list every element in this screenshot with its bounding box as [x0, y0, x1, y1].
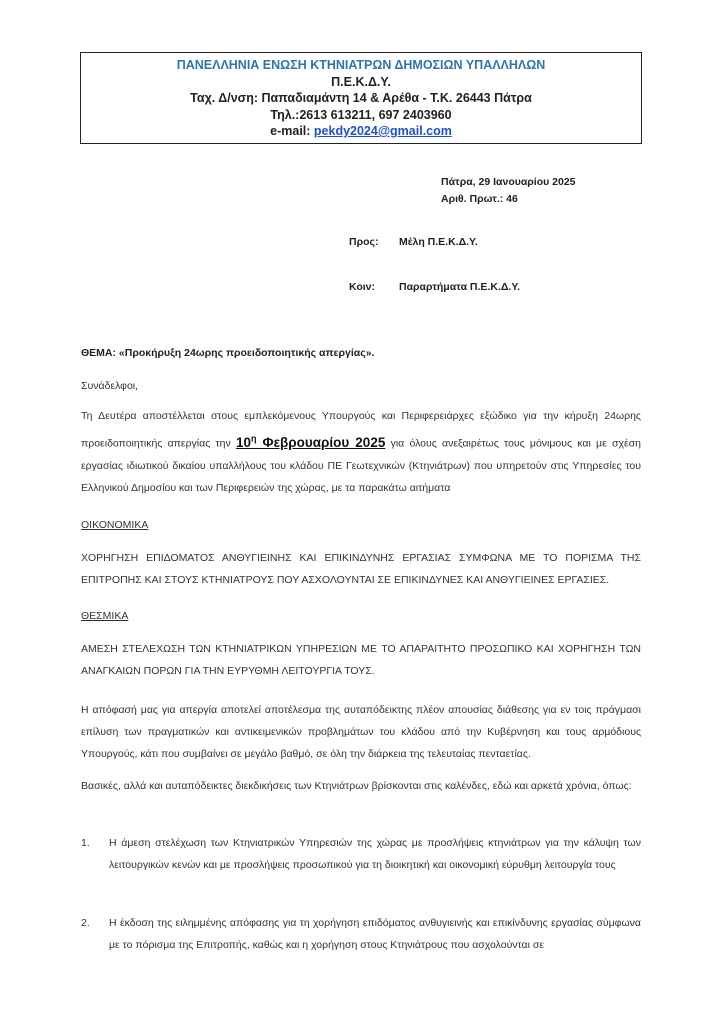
section-text-economic: ΧΟΡΗΓΗΣΗ ΕΠΙΔΟΜΑΤΟΣ ΑΝΘΥΓΙΕΙΝΗΣ ΚΑΙ ΕΠΙΚΙΝΔΥΝΗΣ ΕΡΓΑΣΙΑΣ ΣΥΜΦΩΝΑ ΜΕ ΤΟ ΠΟΡΙΣΜΑ ΤΗΣ ΕΠΙΤΡΟΠΗΣ ΚΑΙ ΣΤΟΥΣ ΚΤΗΝΙΑΤΡΟΥΣ ΠΟΥ ΑΣΧΟΛΟΥΝΤΑΙ ΣΕ ΕΠΙΚΙΝΔΥΝΕΣ ΚΑΙ ΑΝΘΥΓΙΕΙΝΕΣ ΕΡΓΑΣΙΕΣ. — [81, 552, 641, 586]
claims-paragraph: Βασικές, αλλά και αυταπόδεικτες διεκδικήσεις των Κτηνιάτρων βρίσκονται στις καλένδες, εδώ και αρκετά χρόνια, όπως: — [81, 780, 632, 792]
list-item-text: Η άμεση στελέχωση των Κτηνιατρικών Υπηρεσιών της χώρας με προσλήψεις κτηνιάτρων για την κάλυψη των λειτουργικών κενών και με προσλήψεις προσωπικού για τη διοικητική και οικονομική εύρυθμη λειτουργία τους — [109, 837, 641, 871]
section-heading-institutional: ΘΕΣΜΙΚΑ — [81, 610, 129, 622]
recipient-label: Προς: — [349, 236, 379, 248]
protocol-number: Αριθ. Πρωτ.: 46 — [441, 193, 518, 205]
recipient-value: Μέλη Π.Ε.Κ.Δ.Υ. — [399, 236, 478, 248]
strike-date — [236, 435, 385, 450]
list-item-text: Η έκδοση της ειλημμένης απόφασης για τη χορήγηση επιδόματος ανθυγιεινής και επικίνδυνης εργασίας σύμφωνα με το πόρισμα της Επιτροπής, καθώς και η χορήγηση στους Κτηνιάτρους που ασχολούνται σε — [109, 917, 641, 951]
intro-text-start: Τη Δευτέρα αποστέλλεται στους εμπλεκόμενους Υπουργούς και Περιφερειάρχες εξώδικο για την κήρυξη 24ωρης προειδοποιητικής απεργίας την — [81, 410, 641, 450]
strike-date-month: Φεβρουαρίου 2025 — [256, 434, 386, 450]
organization-name: ΠΑΝΕΛΛΗΝΙΑ ΕΝΩΣΗ ΚΤΗΝΙΑΤΡΩΝ ΔΗΜΟΣΙΩΝ ΥΠΑΛΛΗΛΩΝ — [176, 58, 546, 72]
intro-paragraph — [81, 405, 641, 499]
email-label: e-mail: — [270, 124, 314, 138]
cc-label: Κοιν: — [349, 281, 376, 293]
postal-address: Ταχ. Δ/νση: Παπαδιαμάντη 14 & Αρέθα - Τ.Κ. 26443 Πάτρα — [190, 91, 532, 105]
greeting: Συνάδελφοι, — [81, 380, 139, 392]
phone-numbers: Τηλ.:2613 613211, 697 2403960 — [270, 107, 452, 122]
list-item-number: 2. — [81, 917, 90, 929]
place-date: Πάτρα, 29 Ιανουαρίου 2025 — [441, 176, 576, 188]
letterhead-box — [80, 52, 642, 144]
organization-abbreviation: Π.Ε.Κ.Δ.Υ. — [331, 74, 391, 89]
email-line — [81, 123, 641, 140]
email-link[interactable]: pekdy2024@gmail.com — [313, 124, 452, 138]
strike-date-suffix: η — [250, 433, 257, 443]
strike-date-day: 10 — [235, 434, 251, 450]
decision-paragraph: Η απόφασή μας για απεργία αποτελεί αποτέλεσμα της αυταπόδεικτης πλέον απουσίας διάθεσης για εν τοις πράγμασι επίλυση των πραγματικών και αντικειμενικών προβλημάτων του κλάδου από την Κυβέρνηση και τους αρμόδιους Υπουργούς, κάτι που συμβαίνει σε μεγάλο βαθμό, σε όλη την διάρκεια της τελευταίας πενταετίας. — [81, 704, 641, 760]
subject-line: ΘΕΜΑ: «Προκήρυξη 24ωρης προειδοποιητικής απεργίας». — [81, 347, 375, 359]
section-text-institutional: ΑΜΕΣΗ ΣΤΕΛΕΧΩΣΗ ΤΩΝ ΚΤΗΝΙΑΤΡΙΚΩΝ ΥΠΗΡΕΣΙΩΝ ΜΕ ΤΟ ΑΠΑΡΑΙΤΗΤΟ ΠΡΟΣΩΠΙΚΟ ΚΑΙ ΧΟΡΗΓΗΣΗ ΤΩΝ ΑΝΑΓΚΑΙΩΝ ΠΟΡΩΝ ΓΙΑ ΤΗΝ ΕΥΡΥΘΜΗ ΛΕΙΤΟΥΡΓΙΑ ΤΟΥΣ. — [81, 643, 641, 677]
list-item-number: 1. — [81, 837, 90, 849]
intro-text-end: για όλους ανεξαιρέτως τους μόνιμους και με σχέση εργασίας ιδιωτικού δικαίου υπαλλήλους του κλάδου ΠΕ Γεωτεχνικών (Κτηνιάτρων) που υπηρετούν στις Υπηρεσίες του Ελληνικού Δημοσίου και των Περιφερειών της χώρας, με τα παρακάτω αιτήματα — [81, 437, 641, 494]
section-heading-economic: ΟΙΚΟΝΟΜΙΚΑ — [81, 519, 149, 531]
cc-value: Παραρτήματα Π.Ε.Κ.Δ.Υ. — [399, 281, 521, 293]
